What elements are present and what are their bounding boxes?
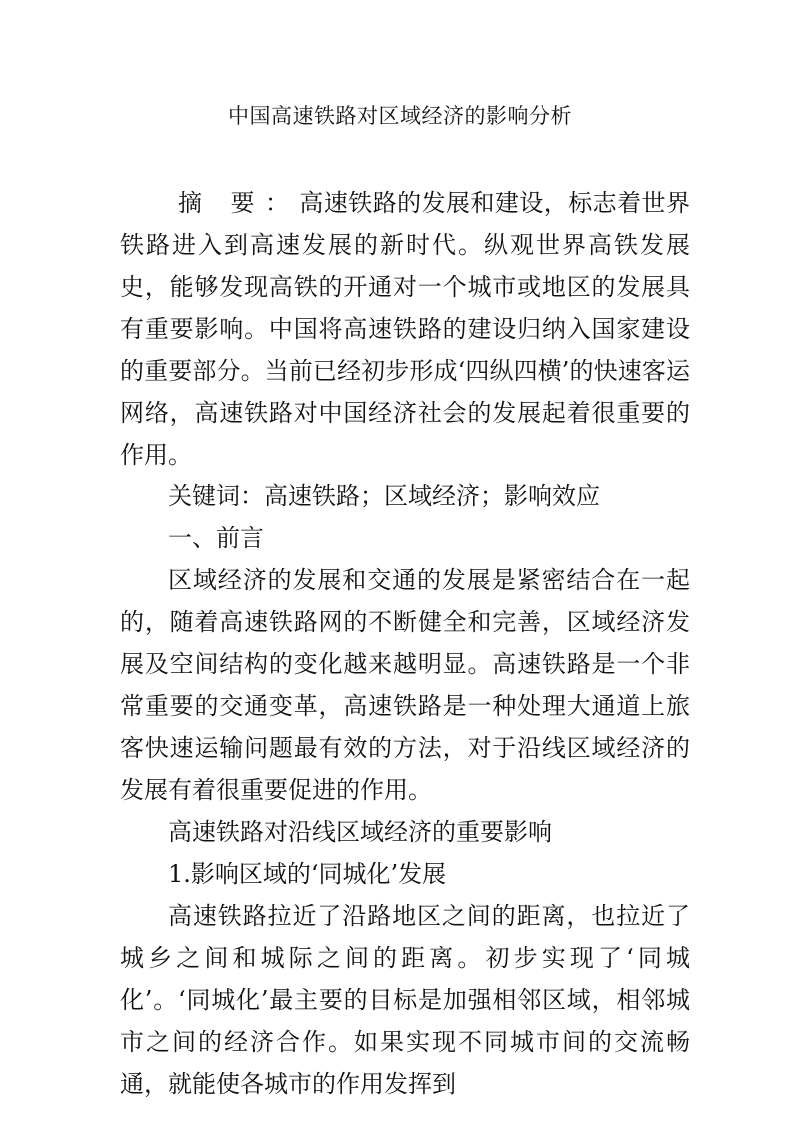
keywords-line: 关键词：高速铁路；区域经济；影响效应 — [168, 482, 600, 510]
document-title: 中国高速铁路对区域经济的影响分析 — [228, 104, 572, 128]
body-content — [120, 475, 690, 1105]
abstract-text: 高速铁路的发展和建设，标志着世界铁路进入到高速发展的新时代。纵观世界高铁发展史，能够发现高铁的开通对一个城市或地区的发展具有重要影响。中国将高速铁路的建设归纳入国家建设的重要部分。当前已经初步形成‘四纵四横’的快速客运网络，高速铁路对中国经济社会的发展起着很重要的作用。 — [120, 189, 690, 469]
subsection-heading-integration: 1.影响区域的‘同城化’发展 — [168, 860, 447, 888]
section-heading-impact: 高速铁路对沿线区域经济的重要影响 — [168, 818, 552, 846]
preface-paragraph: 区域经济的发展和交通的发展是紧密结合在一起的，随着高速铁路网的不断健全和完善，区域经济发展及空间结构的变化越来越明显。高速铁路是一个非常重要的交通变革，高速铁路是一种处理大通道上旅客快速运输问题最有效的方法，对于沿线区域经济的发展有着很重要促进的作用。 — [120, 566, 690, 804]
integration-paragraph: 高速铁路拉近了沿路地区之间的距离，也拉近了城乡之间和城际之间的距离。初步实现了‘同城化’。‘同城化’最主要的目标是加强相邻区域，相邻城市之间的经济合作。如果实现不同城市间的交流畅通，就能使各城市的作用发挥到 — [120, 902, 690, 1098]
abstract-paragraph — [120, 182, 690, 476]
abstract-label: 摘 要： — [178, 189, 300, 217]
section-heading-preface: 一、前言 — [168, 524, 264, 552]
